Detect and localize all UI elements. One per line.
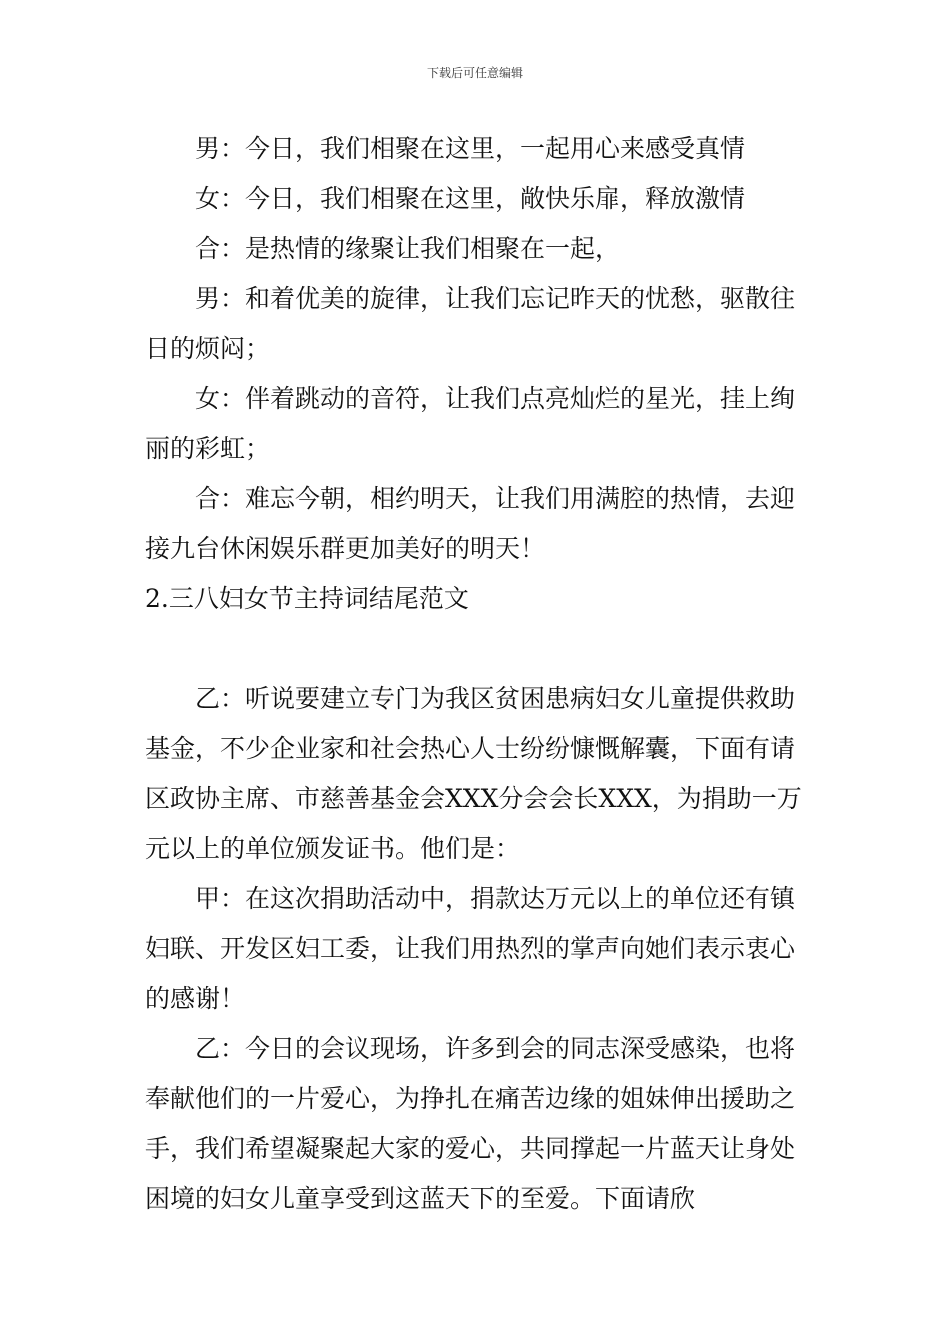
dialogue-line-yi-1: 乙：听说要建立专门为我区贫困患病妇女儿童提供救助基金，不少企业家和社会热心人士纷纷慷慨解囊，下面有请区政协主席、市慈善基金会XXX分会会长XXX，为捐助一万元以上的单位颁发证书。他们是： bbox=[145, 684, 802, 863]
dialogue-line-together-1: 合：是热情的缘聚让我们相聚在一起， bbox=[195, 234, 621, 263]
dialogue-line-together-2: 合：难忘今朝，相约明天，让我们用满腔的热情，去迎接九台休闲娱乐群更加美好的明天！ bbox=[145, 484, 796, 563]
dialogue-line-female-1: 女：今日，我们相聚在这里，敞快乐扉，释放激情 bbox=[195, 184, 746, 213]
dialogue-line-male-2: 男：和着优美的旋律，让我们忘记昨天的忧愁，驱散往日的烦闷； bbox=[145, 284, 796, 363]
dialogue-line-jia-1: 甲：在这次捐助活动中，捐款达万元以上的单位还有镇妇联、开发区妇工委，让我们用热烈的掌声向她们表示衷心的感谢！ bbox=[145, 884, 796, 1013]
dialogue-line-female-2: 女：伴着跳动的音符，让我们点亮灿烂的星光，挂上绚丽的彩虹； bbox=[145, 384, 796, 463]
section-spacer bbox=[145, 624, 810, 674]
dialogue-line-male-1: 男：今日，我们相聚在这里，一起用心来感受真情 bbox=[195, 134, 746, 163]
document-body bbox=[145, 124, 810, 1224]
dialogue-line-yi-2: 乙：今日的会议现场，许多到会的同志深受感染，也将奉献他们的一片爱心，为挣扎在痛苦边缘的姐妹伸出援助之手，我们希望凝聚起大家的爱心，共同撑起一片蓝天让身处困境的妇女儿童享受到这蓝天下的至爱。下面请欣 bbox=[145, 1034, 796, 1213]
section-heading: 2.三八妇女节主持词结尾范文 bbox=[145, 584, 469, 613]
page-header-note: 下载后可任意编辑 bbox=[426, 66, 523, 80]
